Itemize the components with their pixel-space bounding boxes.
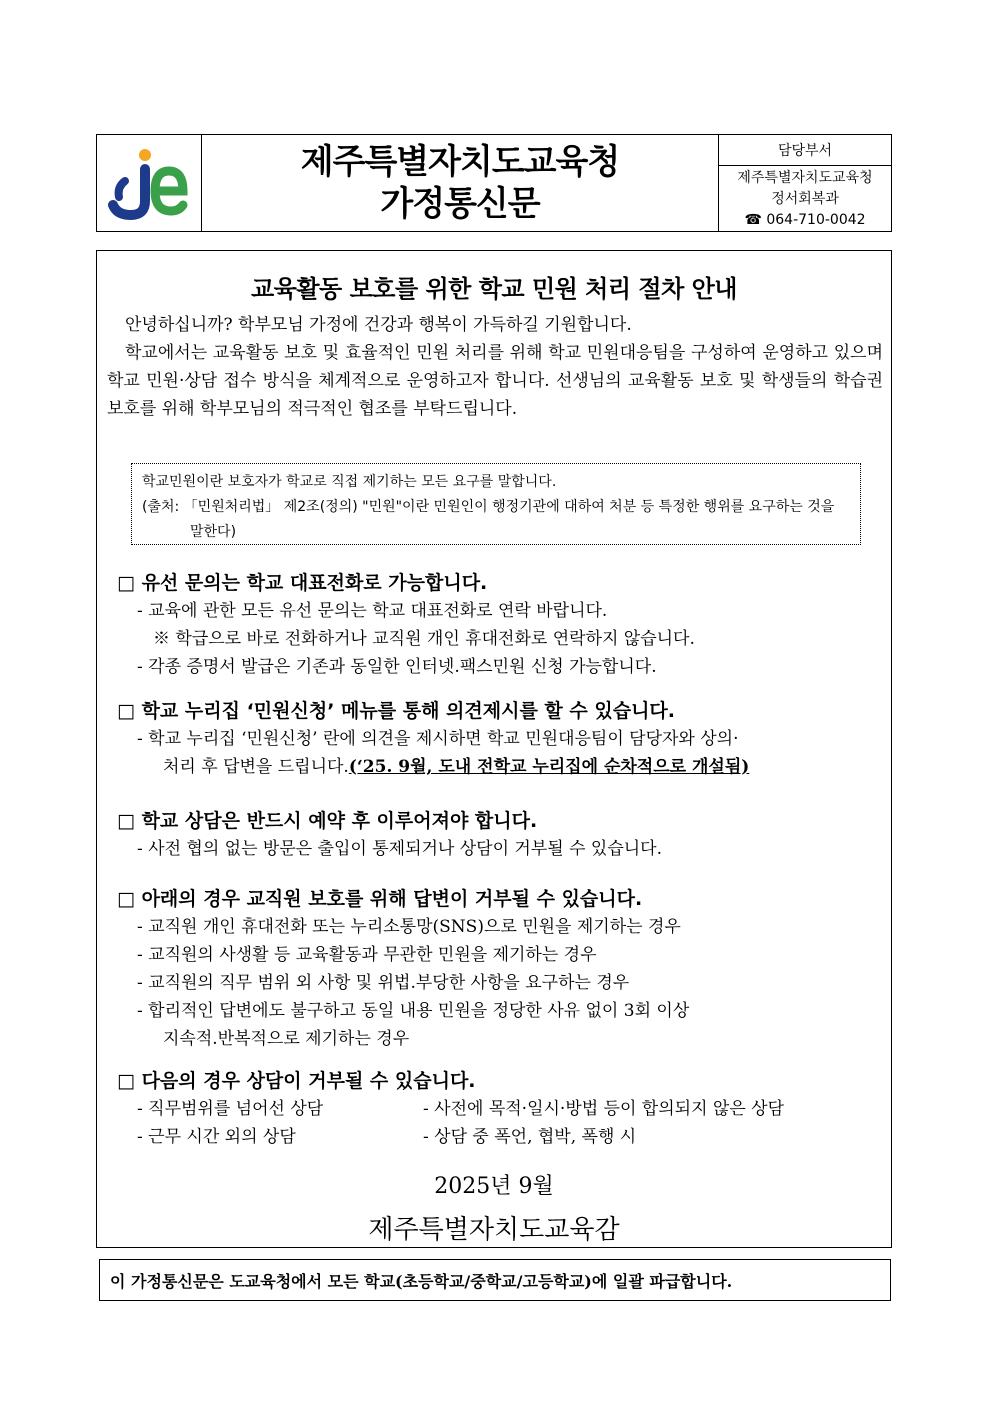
section-right-item: - 상담 중 폭언, 협박, 폭행 시 <box>423 1127 637 1147</box>
section-heading: □ 아래의 경우 교직원 보호를 위해 답변이 거부될 수 있습니다. <box>117 888 643 910</box>
section-line: - 합리적인 답변에도 불구하고 동일 내용 민원을 정당한 사유 없이 3회 이상 <box>137 1001 690 1021</box>
section-consultation-reservation <box>117 807 887 863</box>
section-consultation-refusal <box>117 1067 887 1151</box>
intro-body: 학교에서는 교육활동 보호 및 효율적인 민원 처리를 위해 학교 민원대응팀을 구성하여 운영하고 있으며 학교 민원·상담 접수 방식을 체계적으로 운영하고자 합니다. 선생님의 교육활동 보호 및 학생들의 학습권 보호를 위해 학부모님의 적극적인 협조를 부탁드립니다. <box>107 343 883 419</box>
dept-info <box>719 166 891 231</box>
definition-note-box <box>131 463 861 545</box>
note-line-1: 학교민원이란 보호자가 학교로 직접 제기하는 모든 요구를 말합니다. <box>142 474 557 490</box>
intro-text <box>107 311 883 423</box>
issue-date: 2025년 9월 <box>434 1174 554 1199</box>
dept-name: 정서회복과 <box>771 191 839 207</box>
section-line-continued: 지속적.반복적으로 제기하는 경우 <box>163 1029 410 1049</box>
section-line: - 교육에 관한 모든 유선 문의는 학교 대표전화로 연락 바랍니다. <box>137 601 608 621</box>
logo-cell <box>97 135 202 231</box>
section-line: - 각종 증명서 발급은 기존과 동일한 인터넷.팩스민원 신청 가능합니다. <box>137 657 657 677</box>
section-line: - 사전 협의 없는 방문은 출입이 통제되거나 상담이 거부될 수 있습니다. <box>137 839 663 859</box>
note-source: (출처: 「민원처리법」 제2조(정의) "민원"이란 민원인이 행정기관에 대하여 처분 등 특정한 행위를 요구하는 것을 말한다) <box>142 499 835 540</box>
section-row <box>117 1123 887 1151</box>
phone-icon: ☎ <box>744 212 762 228</box>
section-left-item: - 근무 시간 외의 상담 <box>137 1127 296 1147</box>
je-logo-icon <box>97 135 201 231</box>
header-title-cell <box>202 135 718 231</box>
section-heading: □ 유선 문의는 학교 대표전화로 가능합니다. <box>117 572 488 594</box>
section-emphasis: (‘25. 9월, 도내 전학교 누리집에 순차적으로 개설됨) <box>348 757 750 777</box>
section-line: - 학교 누리집 ‘민원신청’ 란에 의견을 제시하면 학교 민원대응팀이 담당자와 상의· <box>137 729 739 749</box>
section-phone-inquiry <box>117 569 887 681</box>
section-right-item: - 사전에 목적·일시·방법 등이 합의되지 않은 상담 <box>423 1099 784 1119</box>
section-left-item: - 직무범위를 넘어선 상담 <box>137 1099 324 1119</box>
section-heading: □ 학교 누리집 ‘민원신청’ 메뉴를 통해 의견제시를 할 수 있습니다. <box>117 700 675 722</box>
org-title: 제주특별자치도교육청 <box>300 142 620 182</box>
section-note-line: ※ 학급으로 바로 전화하거나 교직원 개인 휴대전화로 연락하지 않습니다. <box>153 629 695 649</box>
letter-header <box>96 134 892 232</box>
dept-cell <box>718 135 891 231</box>
main-title: 교육활동 보호를 위한 학교 민원 처리 절차 안내 <box>251 275 737 303</box>
main-content-box <box>96 250 892 1248</box>
section-line-continued <box>117 753 887 781</box>
doc-type-title: 가정통신문 <box>380 184 540 224</box>
signature: 제주특별자치도교육감 <box>368 1215 620 1245</box>
section-row <box>117 1095 887 1123</box>
phone-number: 064-710-0042 <box>766 212 866 228</box>
section-line: - 교직원의 직무 범위 외 사항 및 위법.부당한 사항을 요구하는 경우 <box>137 973 630 993</box>
dept-phone <box>719 210 891 231</box>
section-line: - 교직원의 사생활 등 교육활동과 무관한 민원을 제기하는 경우 <box>137 945 597 965</box>
section-heading: □ 학교 상담은 반드시 예약 후 이루어져야 합니다. <box>117 810 538 832</box>
dept-label: 담당부서 <box>719 135 891 166</box>
intro-greeting: 안녕하십니까? 학부모님 가정에 건강과 행복이 가득하길 기원합니다. <box>125 315 632 335</box>
section-online-petition <box>117 697 887 781</box>
distribution-footer: 이 가정통신문은 도교육청에서 모든 학교(초등학교/중학교/고등학교)에 일괄 파급합니다. <box>99 1259 891 1301</box>
section-line: - 교직원 개인 휴대전화 또는 누리소통망(SNS)으로 민원을 제기하는 경우 <box>137 917 681 937</box>
section-answer-refusal <box>117 885 887 1053</box>
section-line-text: 처리 후 답변을 드립니다. <box>163 757 349 777</box>
section-heading: □ 다음의 경우 상담이 거부될 수 있습니다. <box>117 1070 476 1092</box>
dept-org: 제주특별자치도교육청 <box>737 170 873 186</box>
